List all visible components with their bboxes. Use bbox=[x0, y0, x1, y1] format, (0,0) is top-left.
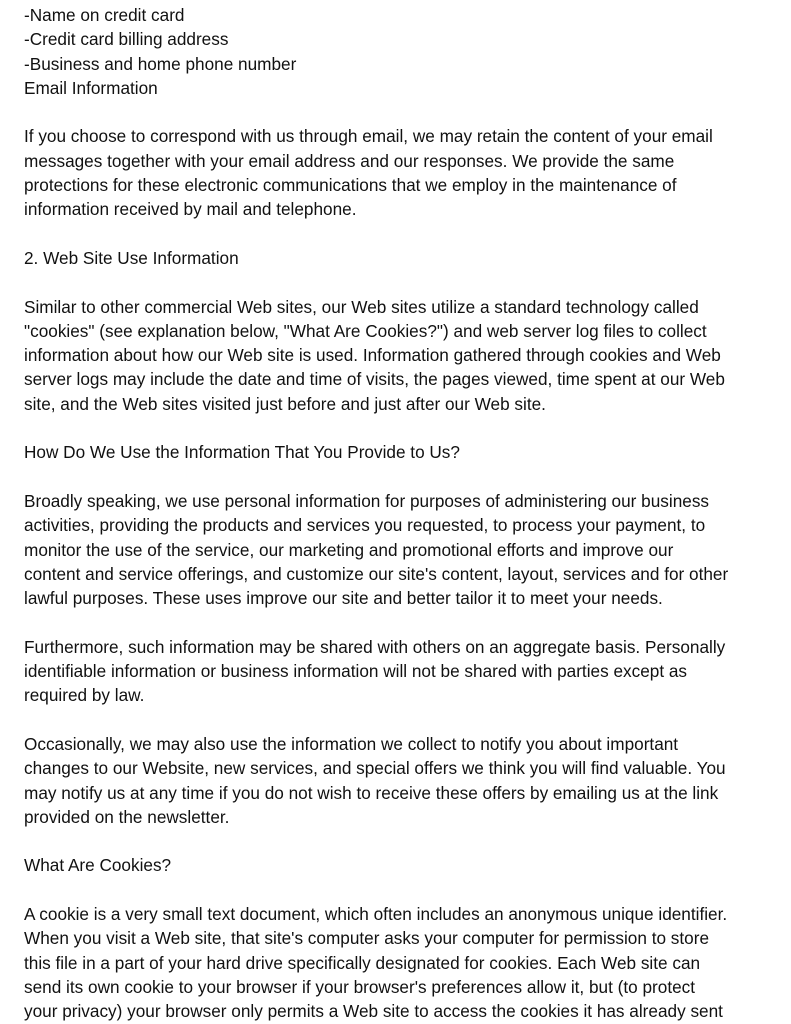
paragraph-gap bbox=[24, 416, 774, 440]
section-heading: How Do We Use the Information That You Provide to Us? bbox=[24, 442, 460, 463]
paragraph-line: When you visit a Web site, that site's computer asks your computer for permission to store bbox=[24, 928, 710, 949]
paragraph-line: content and service offerings, and customize our site's content, layout, services and for other bbox=[24, 563, 729, 584]
paragraph-line: messages together with your email address and our responses. We provide the same bbox=[24, 150, 675, 171]
paragraph-gap bbox=[24, 100, 774, 124]
document-page bbox=[24, 3, 774, 1023]
paragraph-gap bbox=[24, 270, 774, 294]
paragraph-gap bbox=[24, 222, 774, 246]
paragraph-line: Occasionally, we may also use the information we collect to notify you about important bbox=[24, 733, 679, 754]
paragraph-line: If you choose to correspond with us through email, we may retain the content of your email bbox=[24, 126, 713, 147]
paragraph-line: provided on the newsletter. bbox=[24, 806, 230, 827]
paragraph-line: your privacy) your browser only permits a Web site to access the cookies it has already sent bbox=[24, 1001, 723, 1022]
paragraph-line: may notify us at any time if you do not wish to receive these offers by emailing us at the link bbox=[24, 782, 719, 803]
section-heading: What Are Cookies? bbox=[24, 855, 172, 876]
paragraph-gap bbox=[24, 878, 774, 902]
paragraph-line: "cookies" (see explanation below, "What Are Cookies?") and web server log files to collect bbox=[24, 320, 707, 341]
paragraph-line: information received by mail and telephone. bbox=[24, 199, 357, 220]
paragraph-line: Similar to other commercial Web sites, our Web sites utilize a standard technology called bbox=[24, 296, 699, 317]
paragraph-line: changes to our Website, new services, and special offers we think you will find valuable. You bbox=[24, 758, 726, 779]
paragraph-gap bbox=[24, 610, 774, 634]
section-heading: Email Information bbox=[24, 77, 158, 98]
paragraph-gap bbox=[24, 465, 774, 489]
paragraph-gap bbox=[24, 708, 774, 732]
paragraph-line: send its own cookie to your browser if your browser's preferences allow it, but (to protect bbox=[24, 976, 696, 997]
paragraph-line: identifiable information or business information will not be shared with parties except as bbox=[24, 661, 688, 682]
paragraph-line: activities, providing the products and services you requested, to process your payment, to bbox=[24, 515, 706, 536]
list-item: -Name on credit card bbox=[24, 5, 185, 25]
paragraph-line: Furthermore, such information may be shared with others on an aggregate basis. Personally bbox=[24, 636, 726, 657]
paragraph-line: protections for these electronic communications that we employ in the maintenance of bbox=[24, 175, 677, 196]
paragraph-line: required by law. bbox=[24, 685, 145, 706]
paragraph-line: monitor the use of the service, our marketing and promotional efforts and improve our bbox=[24, 539, 674, 560]
section-heading: 2. Web Site Use Information bbox=[24, 247, 239, 268]
list-item: -Business and home phone number bbox=[24, 53, 297, 74]
paragraph-line: A cookie is a very small text document, which often includes an anonymous unique identifier. bbox=[24, 903, 728, 924]
paragraph-line: information about how our Web site is used. Information gathered through cookies and Web bbox=[24, 345, 721, 366]
list-item: -Credit card billing address bbox=[24, 29, 229, 50]
paragraph-line: lawful purposes. These uses improve our site and better tailor it to meet your needs. bbox=[24, 588, 663, 609]
paragraph-gap bbox=[24, 829, 774, 853]
paragraph-line: Broadly speaking, we use personal information for purposes of administering our business bbox=[24, 490, 710, 511]
paragraph-line: site, and the Web sites visited just before and just after our Web site. bbox=[24, 393, 546, 414]
paragraph-line: server logs may include the date and time of visits, the pages viewed, time spent at our Web bbox=[24, 369, 725, 390]
paragraph-line: this file in a part of your hard drive specifically designated for cookies. Each Web site can bbox=[24, 952, 701, 973]
